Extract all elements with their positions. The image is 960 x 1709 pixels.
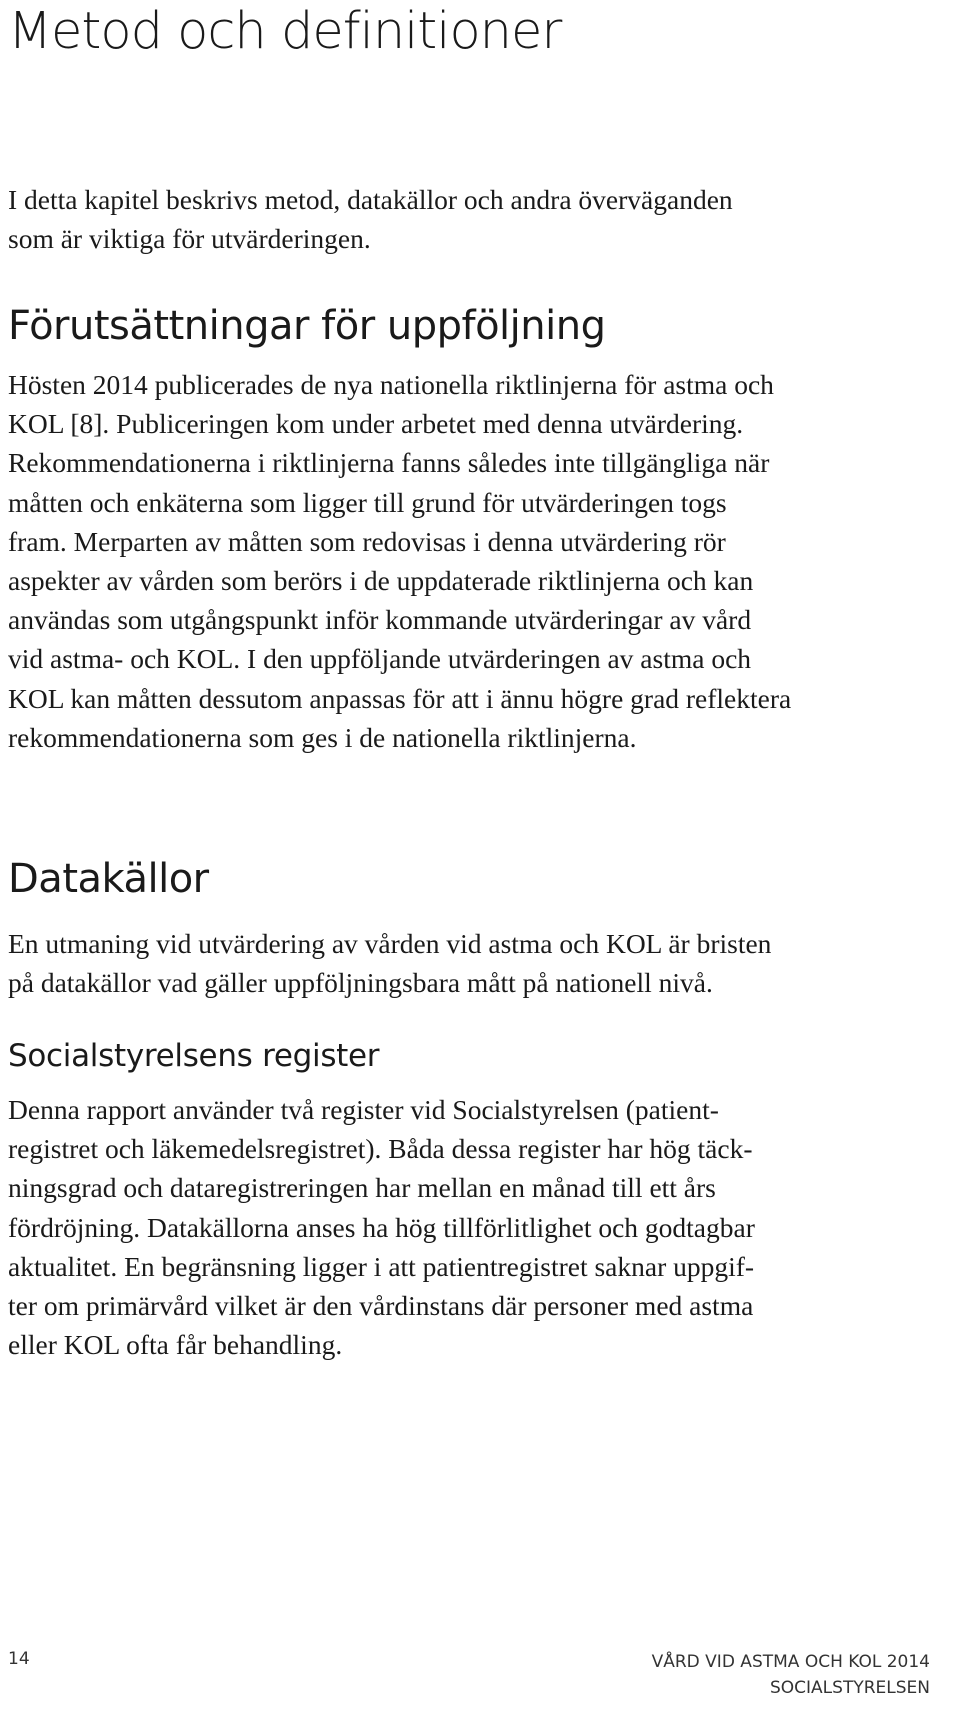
intro-paragraph [8,180,948,258]
section-heading-datakallor: Datakällor [8,856,209,902]
running-footer [652,1649,930,1701]
section-heading-forutsattningar: Förutsättningar för uppföljning [8,303,606,349]
text-line: måtten och enkäterna som ligger till grund för utvärderingen togs [8,486,727,518]
text-line: I detta kapitel beskrivs metod, datakällor och andra överväganden [8,184,733,215]
subsection-heading-register: Socialstyrelsens register [8,1038,380,1074]
text-line: fördröjning. Datakällorna anses ha hög tillförlitlighet och godtagbar [8,1211,755,1243]
publication-title: VÅRD VID ASTMA OCH KOL 2014 [651,1652,930,1672]
section-paragraph-register [8,1090,948,1364]
text-line: användas som utgångspunkt inför kommande utvärderingar av vård [8,604,752,636]
section-paragraph-datakallor [8,924,948,1002]
page-number: 14 [8,1649,30,1669]
text-line: aspekter av vården som berörs i de uppdaterade riktlinjerna och kan [8,565,754,597]
text-line: på datakällor vad gäller uppföljningsbara mått på nationell nivå. [8,967,713,999]
text-line: ter om primärvård vilket är den vårdinstans där personer med astma [8,1290,754,1322]
text-line: Denna rapport använder två register vid Socialstyrelsen (patient- [8,1094,719,1125]
text-line: KOL [8]. Publiceringen kom under arbetet med denna utvärdering. [8,408,744,440]
text-line: Hösten 2014 publicerades de nya nationella riktlinjerna för astma och [8,369,774,400]
text-line: aktualitet. En begränsning ligger i att patientregistret saknar uppgif- [8,1250,755,1282]
text-line: fram. Merparten av måtten som redovisas i denna utvärdering rör [8,525,726,557]
text-line: rekommendationerna som ges i de nationella riktlinjerna. [8,721,637,753]
page-title: Metod och definitioner [8,2,562,61]
text-line: eller KOL ofta får behandling. [8,1329,343,1361]
publisher-name: SOCIALSTYRELSEN [770,1678,930,1698]
section-paragraph-forutsattningar [8,365,948,757]
text-line: som är viktiga för utvärderingen. [8,223,371,255]
text-line: vid astma- och KOL. I den uppföljande utvärderingen av astma och [8,643,752,675]
text-line: En utmaning vid utvärdering av vården vid astma och KOL är bristen [8,928,772,959]
text-line: Rekommendationerna i riktlinjerna fanns således inte tillgängliga när [8,447,770,479]
text-line: registret och läkemedelsregistret). Båda dessa register har hög täck- [8,1133,753,1165]
text-line: KOL kan måtten dessutom anpassas för att i ännu högre grad reflektera [8,682,792,714]
text-line: ningsgrad och dataregistreringen har mellan en månad till ett års [8,1172,716,1204]
